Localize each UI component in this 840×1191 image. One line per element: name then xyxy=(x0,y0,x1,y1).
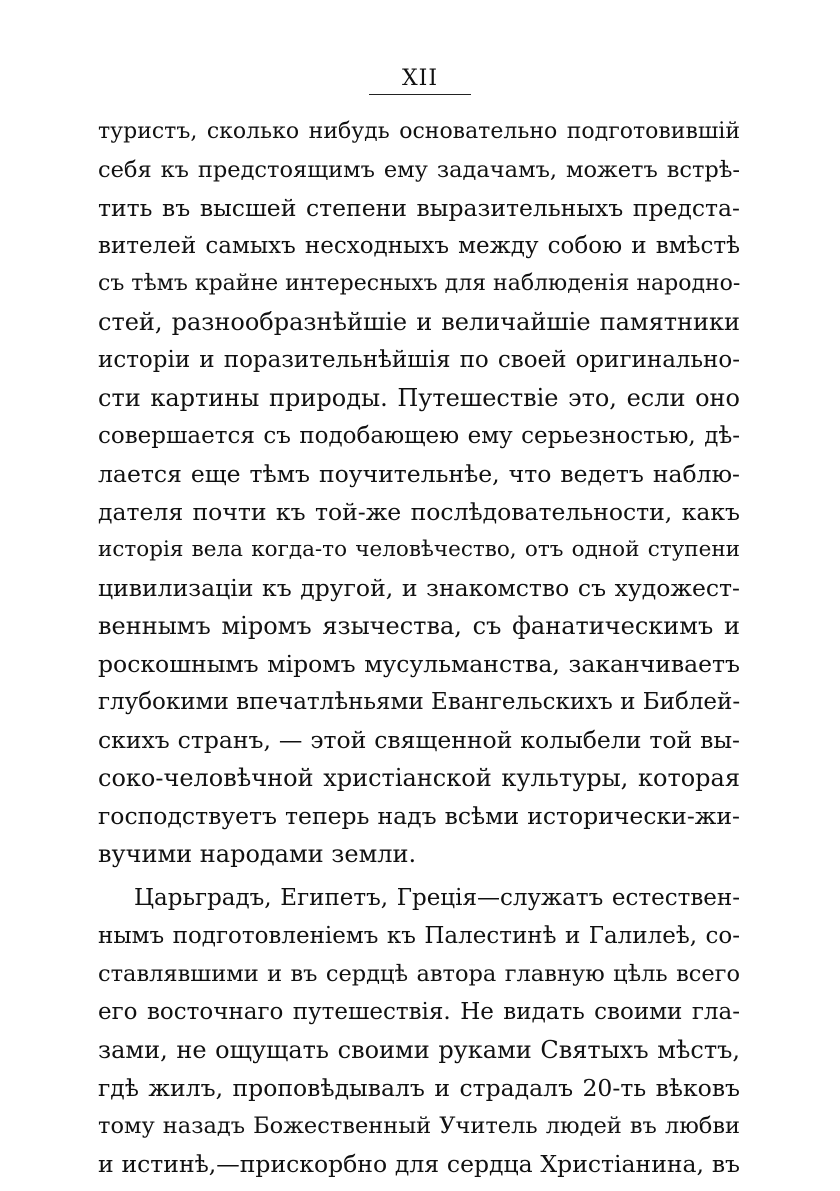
paragraph-2 xyxy=(98,879,740,1183)
text-line: гдѣ жилъ, проповѣдывалъ и страдалъ 20-ть вѣковъ xyxy=(98,1074,740,1102)
text-line: дателя почти къ той-же послѣдовательности, какъ xyxy=(98,498,740,526)
text-line: совершается съ подобающею ему серьезностью, дѣ- xyxy=(98,423,740,449)
text-line: исторіи и поразительнѣйшія по своей оригинально- xyxy=(98,347,740,373)
text-line: себя къ предстоящимъ ему задачамъ, можетъ встрѣ- xyxy=(98,157,740,183)
page-number: XII xyxy=(401,66,439,91)
text-line: соко-человѣчной христіанской культуры, которая xyxy=(98,764,740,792)
text-line: вителей самыхъ несходныхъ между собою и вмѣстѣ xyxy=(98,233,740,259)
page-header xyxy=(0,66,840,92)
text-line: ставлявшими и въ сердцѣ автора главную цѣль всего xyxy=(98,961,740,987)
text-line: Царьградъ, Египетъ, Греція—служатъ естествен- xyxy=(134,885,740,911)
text-line: зами, не ощущать своими руками Святыхъ мѣстъ, xyxy=(98,1036,740,1064)
text-line: съ тѣмъ крайне интересныхъ для наблюденія народно- xyxy=(98,271,740,296)
text-line: стей, разнообразнѣйшіе и величайшіе памятники xyxy=(98,308,740,336)
text-line: исторія вела когда-то человѣчество, отъ одной ступени xyxy=(98,537,740,562)
text-line: тому назадъ Божественный Учитель людей въ любви xyxy=(98,1113,740,1139)
header-rule xyxy=(369,94,471,95)
text-line: лается еще тѣмъ поучительнѣе, что ведетъ наблю- xyxy=(98,460,740,488)
text-line: роскошнымъ міромъ мусульманства, заканчиваетъ xyxy=(98,650,740,678)
text-line: скихъ странъ, — этой священной колыбели той вы- xyxy=(98,726,740,754)
text-line: туристъ, сколько нибудь основательно подготовившій xyxy=(98,119,740,144)
body-text xyxy=(98,113,740,1183)
text-line: нымъ подготовленіемъ къ Палестинѣ и Галилеѣ, со- xyxy=(98,923,740,949)
text-line: и истинѣ,—прискорбно для сердца Христіанина, въ xyxy=(98,1150,740,1178)
text-line: тить въ высшей степени выразительныхъ предста- xyxy=(98,194,740,222)
text-line: сти картины природы. Путешествіе это, если оно xyxy=(98,384,740,412)
text-line: его восточнаго путешествія. Не видать своими гла- xyxy=(98,999,740,1025)
text-line: цивилизаціи къ другой, и знакомство съ художест- xyxy=(98,574,740,602)
text-line: господствуетъ теперь надъ всѣми исторически-жи- xyxy=(98,802,740,830)
text-line: глубокими впечатлѣньями Евангельскихъ и Библей- xyxy=(98,689,740,715)
text-line: вучими народами земли. xyxy=(98,840,417,868)
text-line: веннымъ міромъ язычества, съ фанатическимъ и xyxy=(98,612,740,640)
paragraph-1 xyxy=(98,113,740,873)
